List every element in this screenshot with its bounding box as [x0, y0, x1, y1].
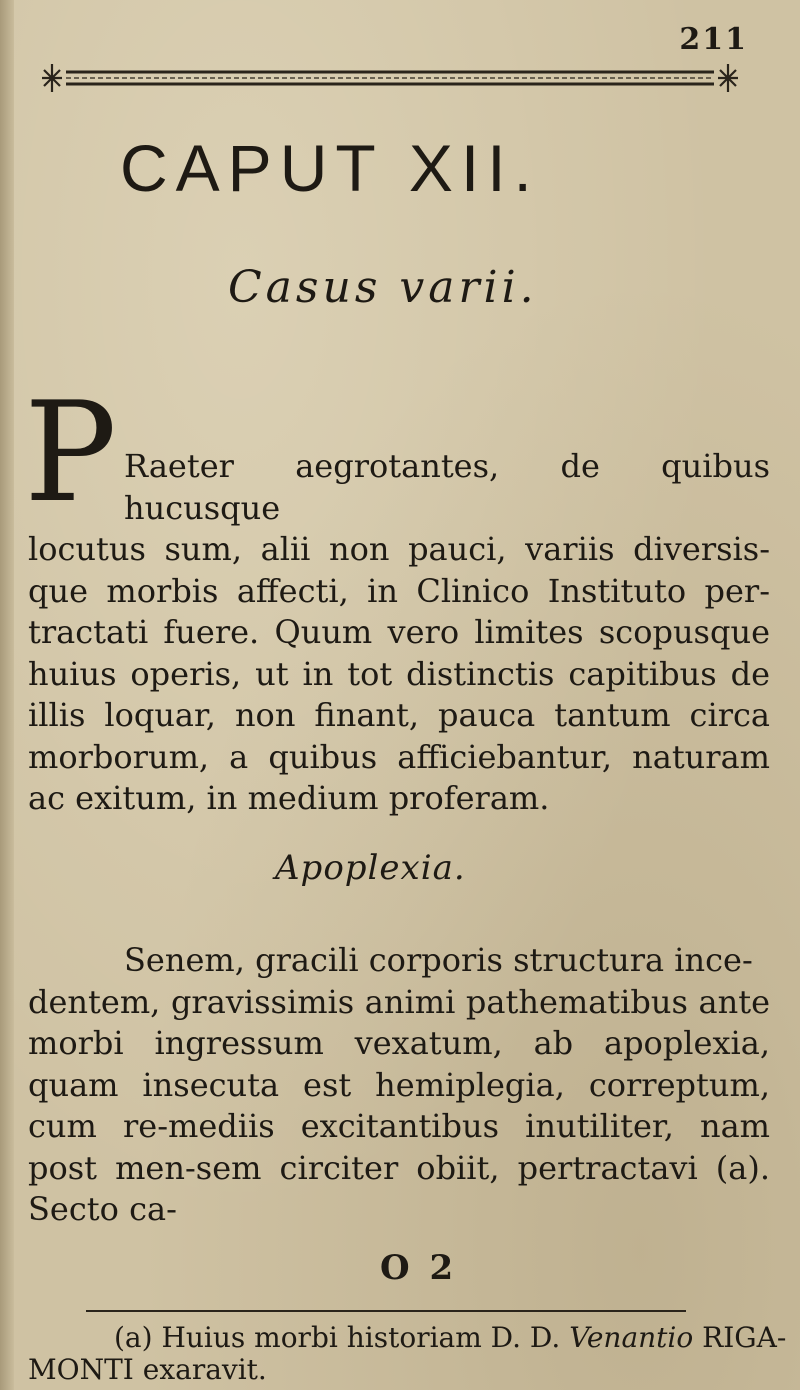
- footnote-rule: [86, 1310, 686, 1312]
- footnote: [28, 1322, 788, 1386]
- footnote-text: (a) Huius morbi historiam D. D.: [114, 1321, 561, 1354]
- intro-body: locutus sum, alii non pauci, variis diversis-que morbis affecti, in Clinico Instituto per-tractati fuere. Quum vero limites scopusque huius operis, ut in tot distinctis capitibus de illis loquar, non finant, pauca tantum circa morborum, a quibus afficiebantur, naturam ac exitum, in medium proferam.: [28, 530, 770, 817]
- drop-cap: P: [24, 372, 117, 533]
- section-paragraph: [28, 940, 770, 1231]
- section-first-line: Senem, gracili corporis structura ince-: [124, 941, 753, 979]
- section-heading: Apoplexia.: [275, 848, 466, 888]
- footnote-line-2: MONTI exaravit.: [28, 1353, 267, 1386]
- intro-paragraph: [28, 446, 770, 820]
- footnote-tail: RIGA-: [702, 1321, 787, 1354]
- footnote-line-1: [28, 1322, 788, 1354]
- signature-mark: O 2: [380, 1248, 458, 1288]
- page-edge: [0, 0, 14, 1390]
- footnote-italic-name: Venantio: [569, 1321, 694, 1354]
- chapter-title: CAPUT XII.: [120, 131, 540, 205]
- chapter-subtitle: Casus varii.: [228, 262, 538, 313]
- intro-first-line: Raeter aegrotantes, de quibus hucusque: [124, 447, 770, 527]
- ornament-border: [40, 60, 740, 104]
- page-number: 211: [679, 22, 748, 57]
- section-body: dentem, gravissimis animi pathematibus ante morbi ingressum vexatum, ab apoplexia, quam insecuta est hemiplegia, correptum, cum re-mediis excitantibus inutiliter, nam post men-sem circiter obiit, pertractavi (a). Secto ca-: [28, 982, 770, 1228]
